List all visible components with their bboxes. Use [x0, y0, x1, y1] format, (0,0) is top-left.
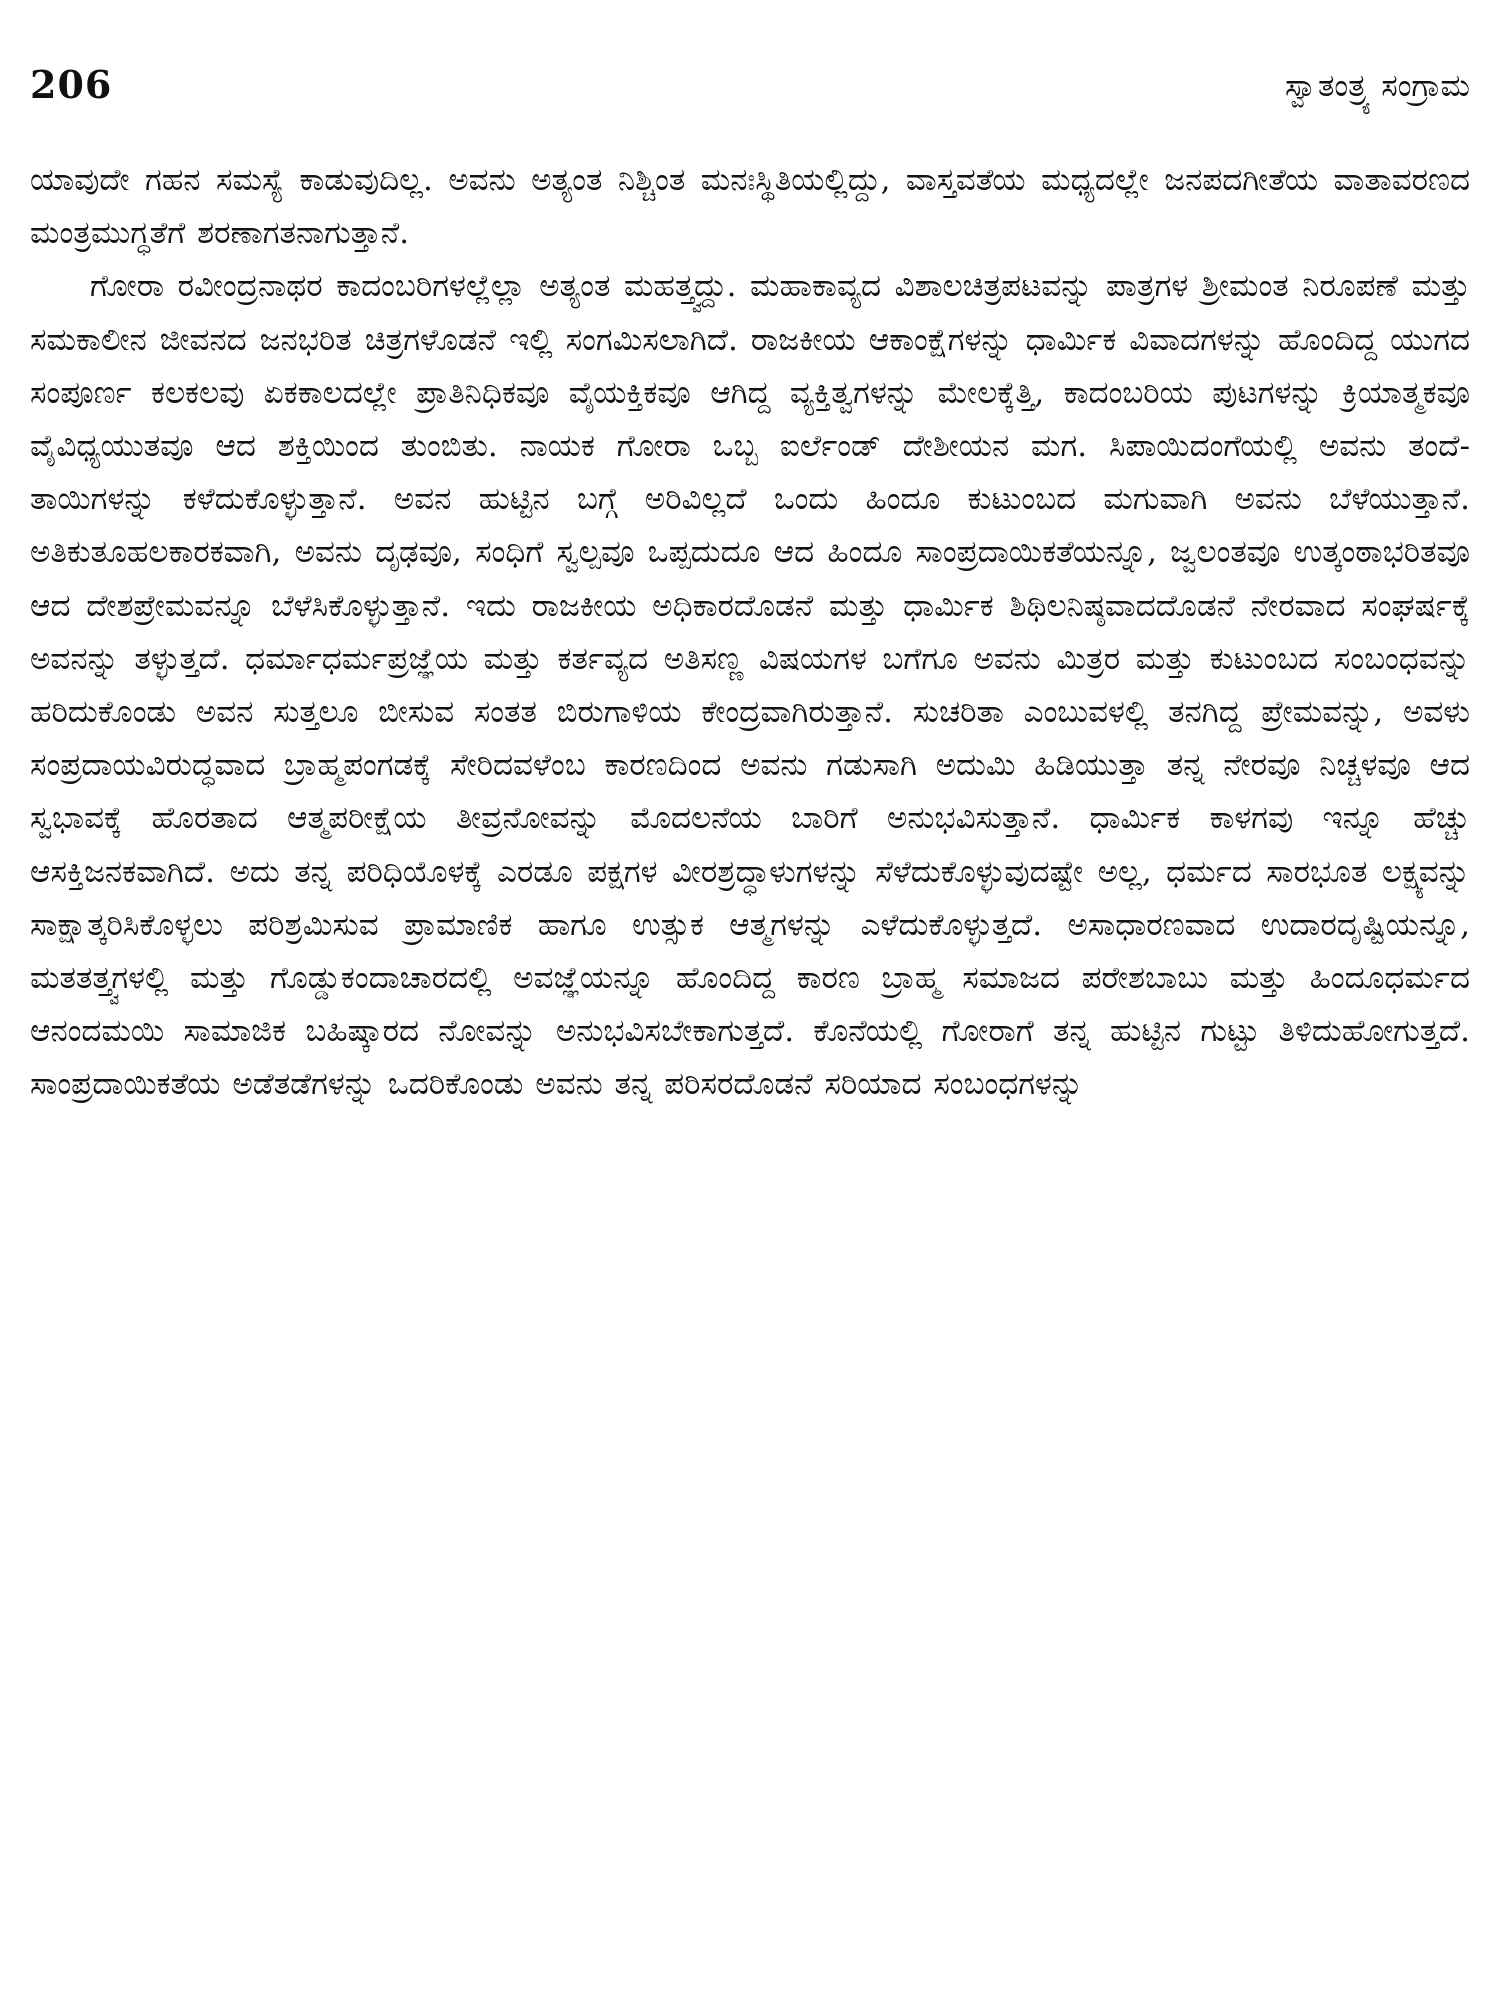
paragraph-gora: ಗೋರಾ ರವೀಂದ್ರನಾಥರ ಕಾದಂಬರಿಗಳಲ್ಲೆಲ್ಲಾ ಅತ್ಯಂತ ಮಹತ್ತ್ವದ್ದು. ಮಹಾಕಾವ್ಯದ ವಿಶಾಲಚಿತ್ರಪಟವನ್ನು ಪಾತ್ರಗಳ ಶ್ರೀಮಂತ ನಿರೂಪಣೆ ಮತ್ತು ಸಮಕಾಲೀನ ಜೀವನದ ಜನಭರಿತ ಚಿತ್ರಗಳೊಡನೆ ಇಲ್ಲಿ ಸಂಗಮಿಸಲಾಗಿದೆ. ರಾಜಕೀಯ ಆಕಾಂಕ್ಷೆಗಳನ್ನು ಧಾರ್ಮಿಕ ವಿವಾದಗಳನ್ನು ಹೊಂದಿದ್ದ ಯುಗದ ಸಂಪೂರ್ಣ ಕಲಕಲವು ಏಕಕಾಲದಲ್ಲೇ ಪ್ರಾತಿನಿಧಿಕವೂ ವೈಯಕ್ತಿಕವೂ ಆಗಿದ್ದ ವ್ಯಕ್ತಿತ್ವಗಳನ್ನು ಮೇಲಕ್ಕೆತ್ತಿ, ಕಾದಂಬರಿಯ ಪುಟಗಳನ್ನು ಕ್ರಿಯಾತ್ಮಕವೂ ವೈವಿಧ್ಯಯುತವೂ ಆದ ಶಕ್ತಿಯಿಂದ ತುಂಬಿತು. ನಾಯಕ ಗೋರಾ ಒಬ್ಬ ಐರ್ಲೆಂಡ್ ದೇಶೀಯನ ಮಗ. ಸಿಪಾಯಿದಂಗೆಯಲ್ಲಿ ಅವನು ತಂದೆ-ತಾಯಿಗಳನ್ನು ಕಳೆದುಕೊಳ್ಳುತ್ತಾನೆ. ಅವನ ಹುಟ್ಟಿನ ಬಗ್ಗೆ ಅರಿವಿಲ್ಲದೆ ಒಂದು ಹಿಂದೂ ಕುಟುಂಬದ ಮಗುವಾಗಿ ಅವನು ಬೆಳೆಯುತ್ತಾನೆ. ಅತಿಕುತೂಹಲಕಾರಕವಾಗಿ, ಅವನು ದೃಢವೂ, ಸಂಧಿಗೆ ಸ್ವಲ್ಪವೂ ಒಪ್ಪದುದೂ ಆದ ಹಿಂದೂ ಸಾಂಪ್ರದಾಯಿಕತೆಯನ್ನೂ, ಜ್ವಲಂತವೂ ಉತ್ಕಂಠಾಭರಿತವೂ ಆದ ದೇಶಪ್ರೇಮವನ್ನೂ ಬೆಳೆಸಿಕೊಳ್ಳುತ್ತಾನೆ. ಇದು ರಾಜಕೀಯ ಅಧಿಕಾರದೊಡನೆ ಮತ್ತು ಧಾರ್ಮಿಕ ಶಿಥಿಲನಿಷ್ಠವಾದದೊಡನೆ ನೇರವಾದ ಸಂಘರ್ಷಕ್ಕೆ ಅವನನ್ನು ತಳ್ಳುತ್ತದೆ. ಧರ್ಮಾಧರ್ಮಪ್ರಜ್ಞೆಯ ಮತ್ತು ಕರ್ತವ್ಯದ ಅತಿಸಣ್ಣ ವಿಷಯಗಳ ಬಗೆಗೂ ಅವನು ಮಿತ್ರರ ಮತ್ತು ಕುಟುಂಬದ ಸಂಬಂಧವನ್ನು ಹರಿದುಕೊಂಡು ಅವನ ಸುತ್ತಲೂ ಬೀಸುವ ಸಂತತ ಬಿರುಗಾಳಿಯ ಕೇಂದ್ರವಾಗಿರುತ್ತಾನೆ. ಸುಚರಿತಾ ಎಂಬುವಳಲ್ಲಿ ತನಗಿದ್ದ ಪ್ರೇಮವನ್ನು, ಅವಳು ಸಂಪ್ರದಾಯವಿರುದ್ಧವಾದ ಬ್ರಾಹ್ಮಪಂಗಡಕ್ಕೆ ಸೇರಿದವಳೆಂಬ ಕಾರಣದಿಂದ ಅವನು ಗಡುಸಾಗಿ ಅದುಮಿ ಹಿಡಿಯುತ್ತಾ ತನ್ನ ನೇರವೂ ನಿಚ್ಚಳವೂ ಆದ ಸ್ವಭಾವಕ್ಕೆ ಹೊರತಾದ ಆತ್ಮಪರೀಕ್ಷೆಯ ತೀವ್ರನೋವನ್ನು ಮೊದಲನೆಯ ಬಾರಿಗೆ ಅನುಭವಿಸುತ್ತಾನೆ. ಧಾರ್ಮಿಕ ಕಾಳಗವು ಇನ್ನೂ ಹೆಚ್ಚು ಆಸಕ್ತಿಜನಕವಾಗಿದೆ. ಅದು ತನ್ನ ಪರಿಧಿಯೊಳಕ್ಕೆ ಎರಡೂ ಪಕ್ಷಗಳ ವೀರಶ್ರದ್ಧಾಳುಗಳನ್ನು ಸೆಳೆದುಕೊಳ್ಳುವುದಷ್ಟೇ ಅಲ್ಲ, ಧರ್ಮದ ಸಾರಭೂತ ಲಕ್ಷ್ಯವನ್ನು ಸಾಕ್ಷಾತ್ಕರಿಸಿಕೊಳ್ಳಲು ಪರಿಶ್ರಮಿಸುವ ಪ್ರಾಮಾಣಿಕ ಹಾಗೂ ಉತ್ಸುಕ ಆತ್ಮಗಳನ್ನು ಎಳೆದುಕೊಳ್ಳುತ್ತದೆ. ಅಸಾಧಾರಣವಾದ ಉದಾರದೃಷ್ಟಿಯನ್ನೂ, ಮತತತ್ತ್ವಗಳಲ್ಲಿ ಮತ್ತು ಗೊಡ್ಡುಕಂದಾಚಾರದಲ್ಲಿ ಅವಜ್ಞೆಯನ್ನೂ ಹೊಂದಿದ್ದ ಕಾರಣ ಬ್ರಾಹ್ಮ ಸಮಾಜದ ಪರೇಶಬಾಬು ಮತ್ತು ಹಿಂದೂಧರ್ಮದ ಆನಂದಮಯಿ ಸಾಮಾಜಿಕ ಬಹಿಷ್ಕಾರದ ನೋವನ್ನು ಅನುಭವಿಸಬೇಕಾಗುತ್ತದೆ. ಕೊನೆಯಲ್ಲಿ ಗೋರಾಗೆ ತನ್ನ ಹುಟ್ಟಿನ ಗುಟ್ಟು ತಿಳಿದುಹೋಗುತ್ತದೆ. ಸಾಂಪ್ರದಾಯಿಕತೆಯ ಅಡೆತಡೆಗಳನ್ನು ಒದರಿಕೊಂಡು ಅವನು ತನ್ನ ಪರಿಸರದೊಡನೆ ಸರಿಯಾದ ಸಂಬಂಧಗಳನ್ನು: [30, 268, 1470, 1103]
running-title: ಸ್ವಾತಂತ್ರ್ಯ ಸಂಗ್ರಾಮ: [1285, 68, 1470, 104]
book-page: [30, 0, 1470, 2000]
body-text: [30, 154, 1470, 1112]
page-header: [30, 60, 1470, 120]
page-number: 206: [30, 62, 113, 107]
paragraph-continuation: ಯಾವುದೇ ಗಹನ ಸಮಸ್ಯೆ ಕಾಡುವುದಿಲ್ಲ. ಅವನು ಅತ್ಯಂತ ನಿಶ್ಚಿಂತ ಮನಃಸ್ಥಿತಿಯಲ್ಲಿದ್ದು, ವಾಸ್ತವತೆಯ ಮಧ್ಯದಲ್ಲೇ ಜನಪದಗೀತೆಯ ವಾತಾವರಣದ ಮಂತ್ರಮುಗ್ಧತೆಗೆ ಶರಣಾಗತನಾಗುತ್ತಾನೆ.: [30, 162, 1470, 252]
